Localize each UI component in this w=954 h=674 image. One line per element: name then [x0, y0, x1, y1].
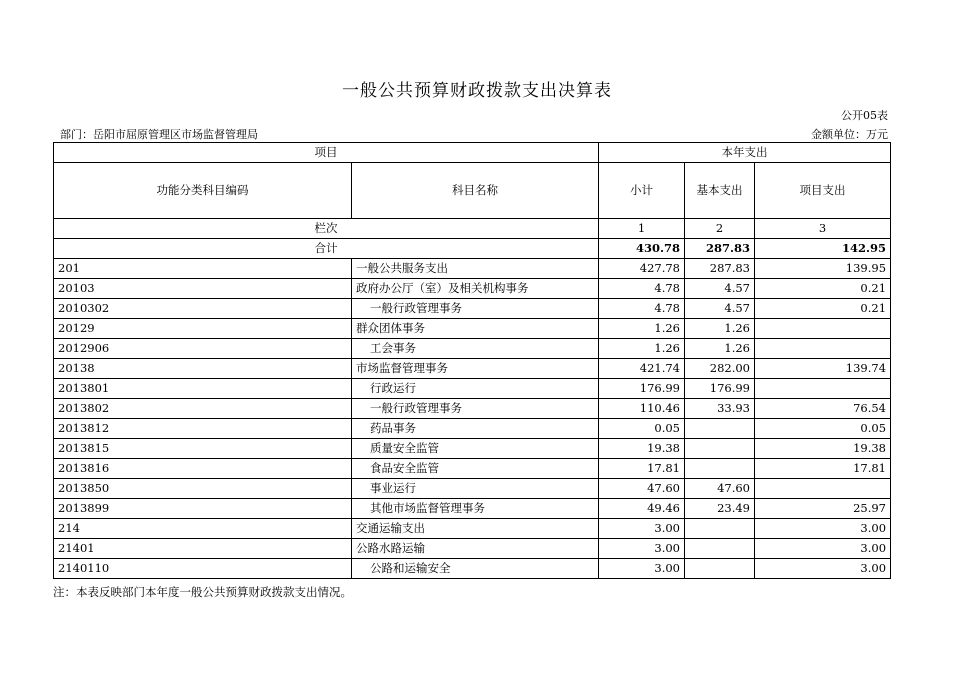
table-row [54, 359, 891, 379]
row-basic [685, 559, 755, 579]
department-label: 部门：岳阳市屈原管理区市场监督管理局 [60, 128, 258, 141]
row-code: 2010302 [54, 299, 352, 319]
page-title: 一般公共预算财政拨款支出决算表 [342, 81, 612, 101]
row-project [755, 379, 891, 399]
row-subtotal: 3.00 [599, 559, 685, 579]
header-basic: 基本支出 [685, 163, 755, 219]
row-code: 214 [54, 519, 352, 539]
row-basic [685, 539, 755, 559]
row-project [755, 339, 891, 359]
row-subtotal: 49.46 [599, 499, 685, 519]
row-code: 2140110 [54, 559, 352, 579]
header-project: 项目 [54, 143, 599, 163]
row-code: 2012906 [54, 339, 352, 359]
row-code: 201 [54, 259, 352, 279]
row-basic [685, 439, 755, 459]
index-label: 栏次 [54, 219, 599, 239]
row-project: 139.95 [755, 259, 891, 279]
index-2: 2 [685, 219, 755, 239]
table-row [54, 279, 891, 299]
row-basic: 47.60 [685, 479, 755, 499]
total-basic: 287.83 [685, 239, 755, 259]
row-subtotal: 3.00 [599, 539, 685, 559]
row-project: 19.38 [755, 439, 891, 459]
row-subtotal: 19.38 [599, 439, 685, 459]
total-label: 合计 [54, 239, 599, 259]
row-project: 0.21 [755, 279, 891, 299]
index-3: 3 [755, 219, 891, 239]
row-basic: 4.57 [685, 299, 755, 319]
row-subtotal: 3.00 [599, 519, 685, 539]
row-code: 2013801 [54, 379, 352, 399]
table-row [54, 259, 891, 279]
row-basic: 282.00 [685, 359, 755, 379]
row-project: 17.81 [755, 459, 891, 479]
row-code: 2013850 [54, 479, 352, 499]
row-basic: 4.57 [685, 279, 755, 299]
footnote: 注：本表反映部门本年度一般公共预算财政拨款支出情况。 [53, 585, 352, 599]
table-row [54, 299, 891, 319]
row-subject-name: 一般行政管理事务 [352, 399, 599, 419]
table-row [54, 519, 891, 539]
table-row [54, 499, 891, 519]
table-row [54, 399, 891, 419]
table-row [54, 339, 891, 359]
row-code: 20103 [54, 279, 352, 299]
row-subject-name: 交通运输支出 [352, 519, 599, 539]
row-project [755, 479, 891, 499]
table-row [54, 379, 891, 399]
row-subtotal: 17.81 [599, 459, 685, 479]
header-subtotal: 小计 [599, 163, 685, 219]
row-subject-name: 公路水路运输 [352, 539, 599, 559]
row-subtotal: 427.78 [599, 259, 685, 279]
row-subtotal: 1.26 [599, 319, 685, 339]
row-subtotal: 110.46 [599, 399, 685, 419]
row-subject-name: 工会事务 [352, 339, 599, 359]
total-project: 142.95 [755, 239, 891, 259]
row-code: 2013816 [54, 459, 352, 479]
row-project: 76.54 [755, 399, 891, 419]
form-code: 公开05表 [841, 109, 888, 122]
row-basic [685, 459, 755, 479]
row-basic: 1.26 [685, 319, 755, 339]
row-basic [685, 419, 755, 439]
row-basic: 287.83 [685, 259, 755, 279]
row-code: 2013815 [54, 439, 352, 459]
row-subject-name: 一般行政管理事务 [352, 299, 599, 319]
total-subtotal: 430.78 [599, 239, 685, 259]
row-code: 21401 [54, 539, 352, 559]
table-row [54, 459, 891, 479]
row-subject-name: 其他市场监督管理事务 [352, 499, 599, 519]
table-row [54, 539, 891, 559]
row-code: 20138 [54, 359, 352, 379]
index-1: 1 [599, 219, 685, 239]
row-subtotal: 421.74 [599, 359, 685, 379]
header-current-year: 本年支出 [599, 143, 891, 163]
row-subtotal: 176.99 [599, 379, 685, 399]
row-code: 20129 [54, 319, 352, 339]
row-subject-name: 群众团体事务 [352, 319, 599, 339]
index-row [54, 219, 891, 239]
row-subject-name: 质量安全监管 [352, 439, 599, 459]
table-row [54, 559, 891, 579]
row-project: 3.00 [755, 519, 891, 539]
row-subject-name: 食品安全监管 [352, 459, 599, 479]
row-subject-name: 药品事务 [352, 419, 599, 439]
row-code: 2013812 [54, 419, 352, 439]
row-subtotal: 0.05 [599, 419, 685, 439]
expenditure-table [53, 142, 891, 579]
unit-label: 金额单位：万元 [811, 128, 888, 141]
row-subject-name: 政府办公厅（室）及相关机构事务 [352, 279, 599, 299]
row-basic [685, 519, 755, 539]
row-subtotal: 1.26 [599, 339, 685, 359]
row-basic: 176.99 [685, 379, 755, 399]
table-row [54, 439, 891, 459]
row-basic: 33.93 [685, 399, 755, 419]
table-row [54, 319, 891, 339]
table-row [54, 479, 891, 499]
header-project-exp: 项目支出 [755, 163, 891, 219]
row-project: 139.74 [755, 359, 891, 379]
row-subject-name: 事业运行 [352, 479, 599, 499]
row-code: 2013899 [54, 499, 352, 519]
header-row-main [54, 163, 891, 219]
table-row [54, 419, 891, 439]
row-project: 0.21 [755, 299, 891, 319]
row-project: 3.00 [755, 559, 891, 579]
row-subtotal: 47.60 [599, 479, 685, 499]
row-subtotal: 4.78 [599, 279, 685, 299]
header-row-top [54, 143, 891, 163]
total-row [54, 239, 891, 259]
row-basic: 1.26 [685, 339, 755, 359]
header-subject-name: 科目名称 [352, 163, 599, 219]
row-subject-name: 行政运行 [352, 379, 599, 399]
row-project: 3.00 [755, 539, 891, 559]
row-subject-name: 一般公共服务支出 [352, 259, 599, 279]
header-func-code: 功能分类科目编码 [54, 163, 352, 219]
row-project [755, 319, 891, 339]
row-subject-name: 公路和运输安全 [352, 559, 599, 579]
row-code: 2013802 [54, 399, 352, 419]
row-basic: 23.49 [685, 499, 755, 519]
row-project: 25.97 [755, 499, 891, 519]
row-project: 0.05 [755, 419, 891, 439]
row-subtotal: 4.78 [599, 299, 685, 319]
row-subject-name: 市场监督管理事务 [352, 359, 599, 379]
